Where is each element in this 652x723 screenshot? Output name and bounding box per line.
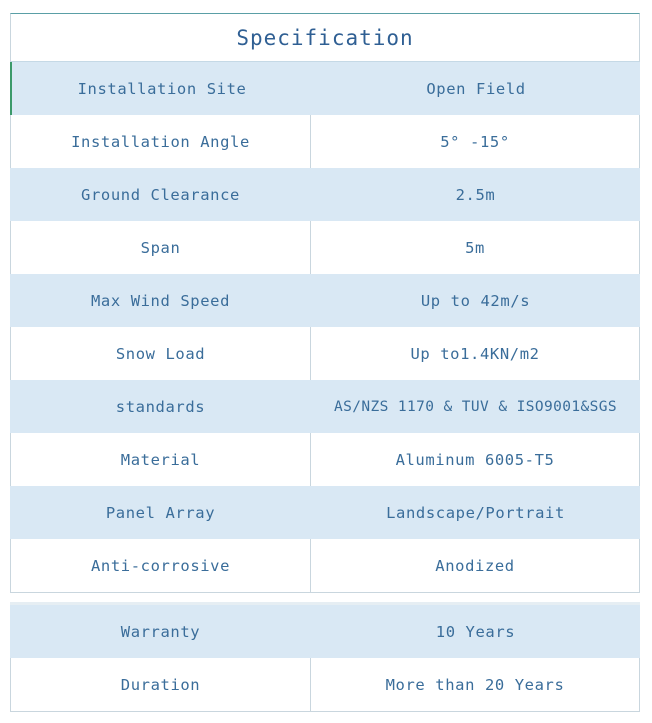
spec-value: Aluminum 6005-T5 — [395, 450, 555, 469]
table-row — [10, 380, 640, 433]
spec-value: AS/NZS 1170 & TUV & ISO9001&SGS — [333, 398, 618, 415]
spec-label: Installation Site — [77, 79, 247, 98]
table-row — [10, 115, 640, 168]
spec-label: Anti-corrosive — [11, 539, 311, 592]
spec-value: 2.5m — [455, 185, 496, 204]
table-row — [10, 433, 640, 486]
table-row — [10, 62, 640, 115]
spec-value: More than 20 Years — [385, 675, 565, 694]
spec-value: 5m — [465, 238, 485, 257]
table-row — [10, 658, 640, 712]
spec-value: Open Field — [426, 79, 526, 98]
spec-value: 10 Years — [435, 622, 516, 641]
table-row — [10, 168, 640, 221]
warranty-table — [10, 602, 640, 712]
spec-label: standards — [115, 397, 206, 416]
spec-value: Up to 42m/s — [420, 291, 531, 310]
spec-label: Warranty — [120, 622, 201, 641]
spec-value: Up to1.4KN/m2 — [410, 344, 540, 363]
spec-label: Max Wind Speed — [90, 291, 231, 310]
spec-value: 5° -15° — [440, 132, 510, 151]
spec-label: Installation Angle — [11, 115, 311, 168]
spec-label: Ground Clearance — [81, 185, 240, 204]
spec-label: Panel Array — [105, 503, 216, 522]
spec-label: Material — [11, 433, 311, 486]
table-title: Specification — [10, 13, 640, 62]
spec-table — [10, 13, 640, 593]
spec-value: Anodized — [435, 556, 515, 575]
table-row — [10, 486, 640, 539]
spec-label: Snow Load — [11, 327, 311, 380]
spec-label: Duration — [11, 658, 311, 711]
spec-label: Span — [11, 221, 311, 274]
spec-value: Landscape/Portrait — [386, 503, 565, 522]
table-row — [10, 602, 640, 658]
table-row — [10, 327, 640, 380]
table-row — [10, 274, 640, 327]
table-row — [10, 539, 640, 593]
table-row — [10, 221, 640, 274]
